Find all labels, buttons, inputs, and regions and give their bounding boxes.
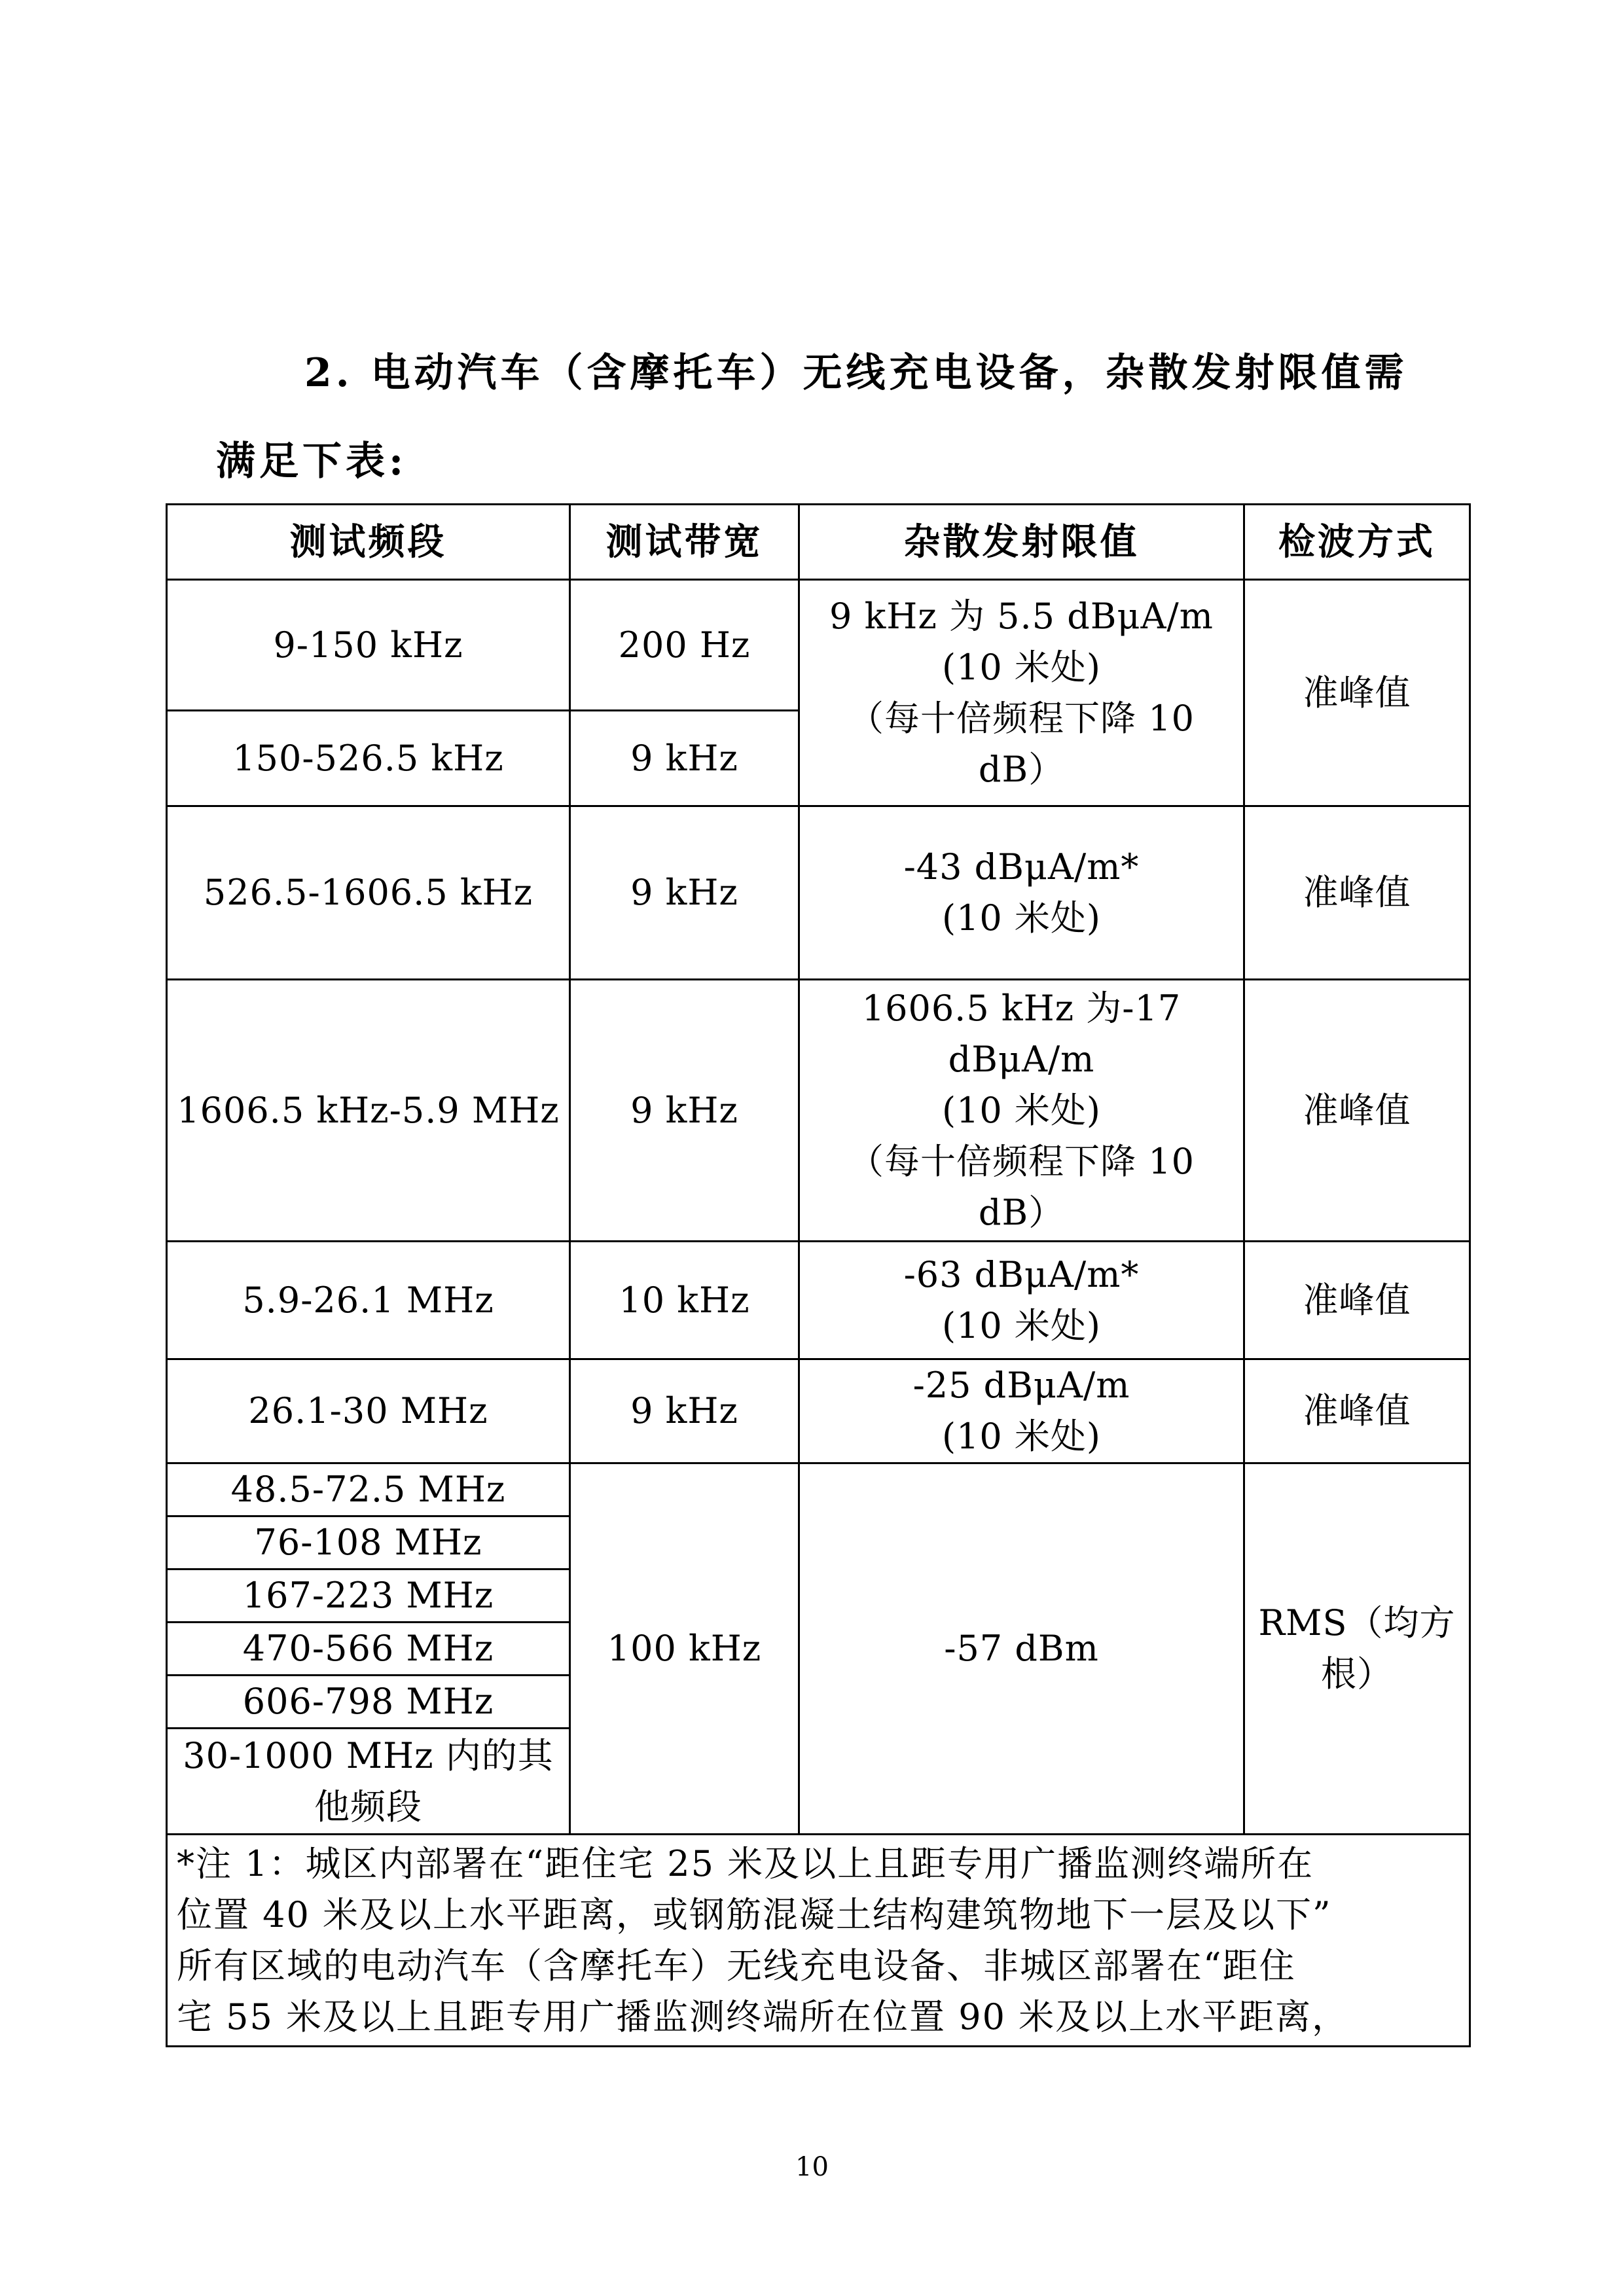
- limit-line: dB）: [978, 748, 1065, 790]
- table-row: [167, 1359, 1470, 1463]
- heading-line-1: 2. 电动汽车（含摩托车）无线充电设备，杂散发射限值需: [304, 350, 1408, 396]
- limit-line: (10 米处): [941, 646, 1101, 688]
- band-cell: 1606.5 kHz-5.9 MHz: [167, 980, 570, 1242]
- detector-line: RMS（均方: [1258, 1602, 1456, 1643]
- limit-line: 9 kHz 为 5.5 dBμA/m: [829, 595, 1214, 637]
- table-header-row: [167, 505, 1470, 580]
- limit-line: (10 米处): [941, 1416, 1101, 1457]
- limit-cell: -57 dBm: [799, 1463, 1244, 1835]
- detector-cell: 准峰值: [1244, 806, 1470, 980]
- band-cell: 9-150 kHz: [167, 580, 570, 711]
- detector-cell: 准峰值: [1244, 980, 1470, 1242]
- limit-line: dBμA/m: [948, 1038, 1095, 1080]
- table-row: [167, 1242, 1470, 1359]
- bandwidth-cell: 9 kHz: [570, 711, 799, 806]
- bandwidth-cell: 9 kHz: [570, 1359, 799, 1463]
- band-cell: 48.5-72.5 MHz: [167, 1463, 570, 1516]
- table-footnote: [167, 1835, 1470, 2047]
- note-line: 位置 40 米及以上水平距离，或钢筋混凝土结构建筑物地下一层及以下”: [177, 1893, 1332, 1935]
- limit-cell: [799, 806, 1244, 980]
- bandwidth-cell: 10 kHz: [570, 1242, 799, 1359]
- table-row: [167, 1463, 1470, 1516]
- header-test-band: 测试频段: [167, 505, 570, 580]
- band-cell: 606-798 MHz: [167, 1676, 570, 1729]
- band-cell: 150-526.5 kHz: [167, 711, 570, 806]
- limit-line: 1606.5 kHz 为-17: [861, 987, 1182, 1029]
- spurious-emission-limits-table: [166, 503, 1471, 2047]
- band-cell: 167-223 MHz: [167, 1570, 570, 1623]
- header-emission-limit: 杂散发射限值: [799, 505, 1244, 580]
- bandwidth-cell: 200 Hz: [570, 580, 799, 711]
- band-cell: 76-108 MHz: [167, 1516, 570, 1570]
- band-line: 30-1000 MHz 内的其: [183, 1734, 554, 1776]
- limit-line: （每十倍频程下降 10: [848, 697, 1195, 739]
- limit-line: -43 dBμA/m*: [903, 846, 1140, 888]
- limit-cell: [799, 980, 1244, 1242]
- detector-cell: 准峰值: [1244, 1242, 1470, 1359]
- detector-cell: [1244, 1463, 1470, 1835]
- bandwidth-cell: 9 kHz: [570, 806, 799, 980]
- band-cell: 26.1-30 MHz: [167, 1359, 570, 1463]
- band-cell: 5.9-26.1 MHz: [167, 1242, 570, 1359]
- limit-line: （每十倍频程下降 10: [848, 1140, 1195, 1182]
- table-row: [167, 980, 1470, 1242]
- note-line: 所有区域的电动汽车（含摩托车）无线充电设备、非城区部署在“距住: [177, 1945, 1296, 1986]
- limit-line: -63 dBμA/m*: [903, 1253, 1140, 1295]
- bandwidth-cell: 100 kHz: [570, 1463, 799, 1835]
- limit-line: -25 dBμA/m: [912, 1365, 1130, 1406]
- limit-cell: [799, 580, 1244, 806]
- note-line: 宅 55 米及以上且距专用广播监测终端所在位置 90 米及以上水平距离，: [177, 1996, 1349, 2037]
- heading-line-2: 满足下表:: [216, 439, 408, 484]
- band-cell: [167, 1729, 570, 1835]
- limit-line: dB）: [978, 1191, 1065, 1233]
- table-row: [167, 806, 1470, 980]
- limit-cell: [799, 1359, 1244, 1463]
- header-detector-mode: 检波方式: [1244, 505, 1470, 580]
- table-note-row: [167, 1835, 1470, 2047]
- header-test-bandwidth: 测试带宽: [570, 505, 799, 580]
- detector-cell: 准峰值: [1244, 1359, 1470, 1463]
- limit-line: (10 米处): [941, 897, 1101, 939]
- band-cell: 526.5-1606.5 kHz: [167, 806, 570, 980]
- detector-line: 根）: [1321, 1653, 1393, 1695]
- note-line: *注 1：城区内部署在“距住宅 25 米及以上且距专用广播监测终端所在: [177, 1842, 1314, 1884]
- detector-cell: 准峰值: [1244, 580, 1470, 806]
- band-cell: 470-566 MHz: [167, 1623, 570, 1676]
- limit-line: (10 米处): [941, 1304, 1101, 1346]
- limit-line: (10 米处): [941, 1089, 1101, 1131]
- page-number: 10: [795, 2152, 829, 2182]
- table-row: [167, 580, 1470, 711]
- band-line: 他频段: [314, 1785, 422, 1827]
- bandwidth-cell: 9 kHz: [570, 980, 799, 1242]
- limit-cell: [799, 1242, 1244, 1359]
